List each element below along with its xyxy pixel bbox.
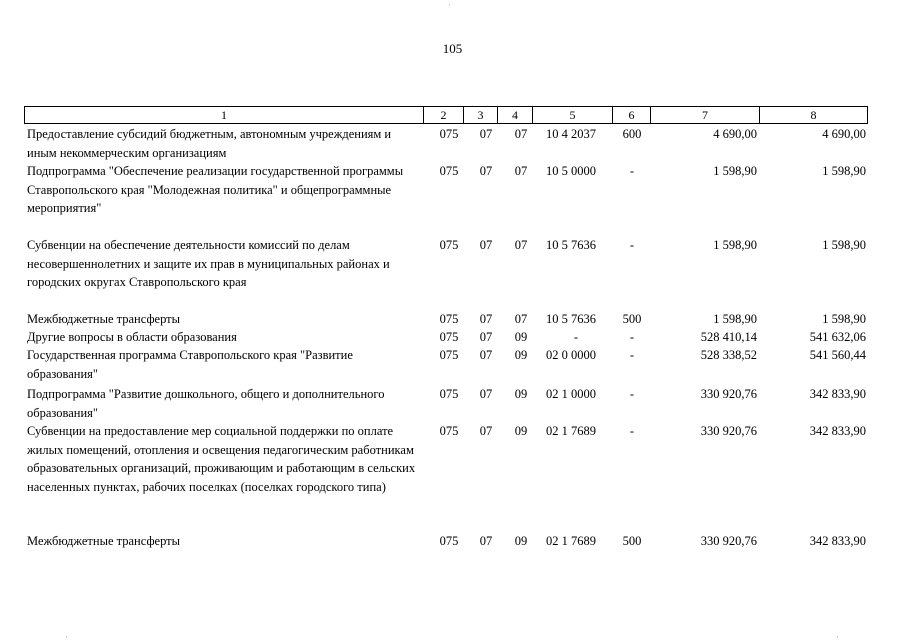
- row-code-5: 10 5 7636: [546, 238, 596, 252]
- row-code-2: 075: [439, 238, 459, 252]
- row-description: Межбюджетные трансферты: [27, 312, 181, 326]
- row-amount-8: 1 598,90: [822, 238, 866, 252]
- row-amount-7: 330 920,76: [700, 424, 757, 438]
- row-description: Другие вопросы в области образования: [27, 330, 237, 344]
- row-code-6: 500: [622, 534, 642, 548]
- row-code-3: 07: [479, 534, 493, 548]
- row-code-4: 09: [514, 424, 528, 438]
- header-cell-7: 7: [650, 107, 759, 123]
- row-amount-8: 342 833,90: [809, 534, 866, 548]
- header-cell-5: 5: [532, 107, 612, 123]
- row-code-2: 075: [439, 127, 459, 141]
- row-code-3: 07: [479, 164, 493, 178]
- row-description: Государственная программа Ставропольского края "Развитие образования": [27, 348, 353, 381]
- row-amount-8: 541 632,06: [809, 330, 866, 344]
- row-code-3: 07: [479, 238, 493, 252]
- row-code-6: -: [629, 387, 635, 401]
- row-code-5: 10 5 0000: [546, 164, 596, 178]
- row-code-3: 07: [479, 330, 493, 344]
- header-cell-8: 8: [759, 107, 867, 123]
- row-amount-7: 528 338,52: [700, 348, 757, 362]
- row-amount-7: 330 920,76: [700, 387, 757, 401]
- row-code-4: 09: [514, 534, 528, 548]
- row-code-2: 075: [439, 387, 459, 401]
- row-code-2: 075: [439, 164, 459, 178]
- row-code-4: 07: [514, 127, 528, 141]
- row-code-3: 07: [479, 312, 493, 326]
- row-code-5: -: [573, 330, 579, 344]
- row-amount-7: 330 920,76: [700, 534, 757, 548]
- row-code-2: 075: [439, 424, 459, 438]
- row-code-6: -: [629, 424, 635, 438]
- scan-mark: [449, 4, 450, 6]
- scan-mark: [837, 636, 838, 638]
- row-amount-7: 4 690,00: [713, 127, 757, 141]
- row-code-2: 075: [439, 534, 459, 548]
- row-code-4: 09: [514, 387, 528, 401]
- page-number: 105: [442, 41, 463, 56]
- row-code-6: 600: [622, 127, 642, 141]
- row-code-3: 07: [479, 127, 493, 141]
- row-amount-7: 1 598,90: [713, 238, 757, 252]
- row-code-5: 02 1 7689: [546, 424, 596, 438]
- row-code-6: -: [629, 348, 635, 362]
- header-cell-2: 2: [423, 107, 463, 123]
- row-code-4: 09: [514, 330, 528, 344]
- row-description: Подпрограмма "Развитие дошкольного, общего и дополнительного образования": [27, 387, 385, 420]
- row-amount-8: 541 560,44: [809, 348, 866, 362]
- header-cell-4: 4: [497, 107, 532, 123]
- header-cell-3: 3: [463, 107, 497, 123]
- row-code-4: 07: [514, 312, 528, 326]
- row-amount-8: 342 833,90: [809, 387, 866, 401]
- table-header: [24, 106, 868, 124]
- row-description: Подпрограмма "Обеспечение реализации государственной программы Ставропольского края "Молодежная политика" и общепрограммные мероприятия": [27, 164, 404, 215]
- row-code-5: 02 0 0000: [546, 348, 596, 362]
- row-code-6: -: [629, 164, 635, 178]
- scan-mark: [66, 636, 67, 638]
- header-cell-6: 6: [612, 107, 650, 123]
- row-code-3: 07: [479, 387, 493, 401]
- row-code-4: 07: [514, 238, 528, 252]
- row-code-2: 075: [439, 348, 459, 362]
- row-description: Субвенции на предоставление мер социальной поддержки по оплате жилых помещений, отопления и освещения педагогическим работникам образовательных организаций, проживающим и работающим в сельских населенных пунктах, рабочих поселках (поселках городского типа): [27, 424, 416, 494]
- row-amount-7: 528 410,14: [700, 330, 757, 344]
- row-code-4: 07: [514, 164, 528, 178]
- row-code-5: 10 5 7636: [546, 312, 596, 326]
- row-amount-7: 1 598,90: [713, 312, 757, 326]
- row-amount-8: 342 833,90: [809, 424, 866, 438]
- row-amount-8: 1 598,90: [822, 164, 866, 178]
- row-code-6: -: [629, 330, 635, 344]
- row-description: Межбюджетные трансферты: [27, 534, 181, 548]
- row-code-4: 09: [514, 348, 528, 362]
- header-cell-1: 1: [221, 108, 227, 122]
- row-amount-8: 1 598,90: [822, 312, 866, 326]
- row-code-5: 02 1 0000: [546, 387, 596, 401]
- row-code-5: 02 1 7689: [546, 534, 596, 548]
- row-code-2: 075: [439, 312, 459, 326]
- row-code-5: 10 4 2037: [546, 127, 596, 141]
- row-amount-7: 1 598,90: [713, 164, 757, 178]
- row-description: Предоставление субсидий бюджетным, автономным учреждениям и иным некоммерческим организациям: [27, 127, 392, 160]
- row-code-3: 07: [479, 348, 493, 362]
- row-description: Субвенции на обеспечение деятельности комиссий по делам несовершеннолетних и защите их прав в муниципальных районах и городских округах Ставропольского края: [27, 238, 390, 289]
- row-code-3: 07: [479, 424, 493, 438]
- row-code-2: 075: [439, 330, 459, 344]
- row-code-6: 500: [622, 312, 642, 326]
- row-amount-8: 4 690,00: [822, 127, 866, 141]
- row-code-6: -: [629, 238, 635, 252]
